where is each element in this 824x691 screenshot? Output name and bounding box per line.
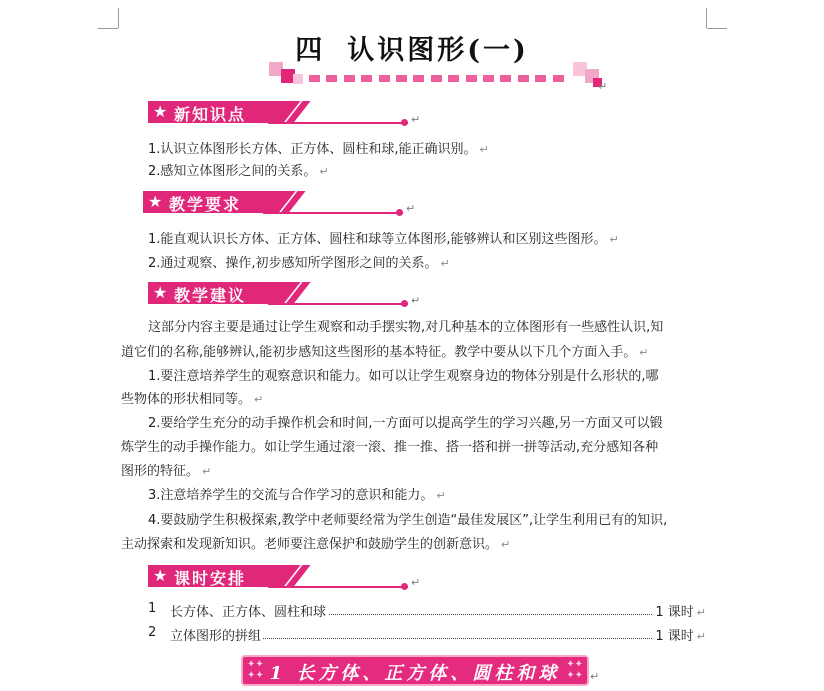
paragraph-line: 主动探索和发现新知识。老师要注意保护和鼓励学生的创新意识。 ↵: [121, 537, 511, 552]
toc-number: 2: [148, 625, 157, 640]
paragraph-mark: ↵: [411, 576, 421, 589]
chapter-number: 四: [295, 35, 326, 66]
chapter-title: 认识图形(一): [347, 35, 529, 66]
paragraph-mark: ↵: [406, 202, 416, 215]
band-dash: [500, 75, 511, 82]
lesson-banner: [241, 655, 589, 686]
band-dash: [553, 75, 564, 82]
paragraph-mark: ↵: [411, 294, 421, 307]
heading-underline: [268, 122, 408, 124]
band-dash: [448, 75, 459, 82]
heading-label: 课时安排: [174, 569, 247, 588]
section-heading-schedule: [148, 565, 410, 587]
section-heading-suggestions: [148, 282, 410, 304]
heading-dot: [401, 300, 408, 307]
paragraph-line: 4.要鼓励学生积极探索,教学中老师要经常为学生创造“最佳发展区”,让学生利用已有的知识,: [148, 513, 668, 528]
heading-underline: [263, 212, 403, 214]
band-dash: [309, 75, 320, 82]
section-heading-knowledge: [148, 101, 410, 123]
heading-label: 教学要求: [169, 195, 242, 214]
toc-leader: [246, 638, 652, 639]
band-dash: [326, 75, 337, 82]
toc-row: [148, 625, 708, 645]
paragraph-mark: ↵: [411, 113, 421, 126]
crop-mark-top-left-v: [118, 8, 119, 28]
star-icon: ★: [153, 102, 168, 121]
paragraph-line: 些物体的形状相同等。 ↵: [121, 392, 264, 407]
list-item: 1.能直观认识长方体、正方体、圆柱和球等立体图形,能够辨认和区别这些图形。 ↵: [148, 232, 619, 247]
band-dash: [396, 75, 407, 82]
band-dash: [466, 75, 477, 82]
section-heading-requirements: [143, 191, 405, 213]
paragraph-line: 道它们的名称,能够辨认,能初步感知这些图形的基本特征。教学中要从以下几个方面入手。 ↵: [121, 345, 649, 360]
band-dash: [361, 75, 372, 82]
heading-label: 新知识点: [174, 105, 247, 124]
band-square: [293, 74, 303, 84]
paragraph-line: 1.要注意培养学生的观察意识和能力。如可以让学生观察身边的物体分别是什么形状的,哪: [148, 369, 659, 384]
paragraph-line: 3.注意培养学生的交流与合作学习的意识和能力。 ↵: [148, 488, 446, 503]
list-item: 2.感知立体图形之间的关系。 ↵: [148, 164, 329, 179]
list-item: 1.认识立体图形长方体、正方体、圆柱和球,能正确识别。 ↵: [148, 142, 489, 157]
list-item: 2.通过观察、操作,初步感知所学图形之间的关系。 ↵: [148, 256, 450, 271]
toc-title: 立体图形的拼组: [170, 625, 263, 644]
star-cluster-icon: ✦✦ ✦✦: [566, 659, 583, 681]
toc-number: 1: [148, 601, 157, 616]
band-dash: [483, 75, 494, 82]
star-icon: ★: [153, 283, 168, 302]
toc-hours: 1 课时 ↵: [655, 629, 706, 644]
heading-underline: [268, 303, 408, 305]
page-title: [0, 28, 824, 67]
paragraph-line: 炼学生的动手操作能力。如让学生通过滚一滚、推一推、搭一搭和拼一拼等活动,充分感知各种: [121, 440, 659, 455]
toc-row: [148, 601, 708, 621]
heading-dot: [401, 119, 408, 126]
title-decoration-band: [301, 72, 591, 86]
star-icon: ★: [153, 566, 168, 585]
heading-label: 教学建议: [174, 286, 247, 305]
star-cluster-icon: ✦✦ ✦✦: [247, 659, 264, 681]
heading-dot: [401, 583, 408, 590]
band-dash: [535, 75, 546, 82]
band-dash: [431, 75, 442, 82]
paragraph-line: 2.要给学生充分的动手操作机会和时间,一方面可以提高学生的学习兴趣,另一方面又可以锻: [148, 416, 663, 431]
band-dash: [413, 75, 424, 82]
star-icon: ★: [148, 192, 163, 211]
toc-title: 长方体、正方体、圆柱和球: [170, 601, 328, 620]
crop-mark-top-right-v: [706, 8, 707, 28]
band-dash: [518, 75, 529, 82]
paragraph-line: 图形的特征。 ↵: [121, 464, 212, 479]
band-dash: [344, 75, 355, 82]
heading-dot: [396, 209, 403, 216]
paragraph-line: 这部分内容主要是通过让学生观察和动手摆实物,对几种基本的立体图形有一些感性认识,知: [148, 320, 664, 335]
toc-hours: 1 课时 ↵: [655, 605, 706, 620]
lesson-banner-title: 1 长方体、正方体、圆柱和球: [269, 663, 561, 684]
band-dash: [379, 75, 390, 82]
heading-underline: [268, 586, 408, 588]
paragraph-mark: ↵: [590, 670, 600, 683]
paragraph-mark: ↵: [598, 80, 608, 93]
